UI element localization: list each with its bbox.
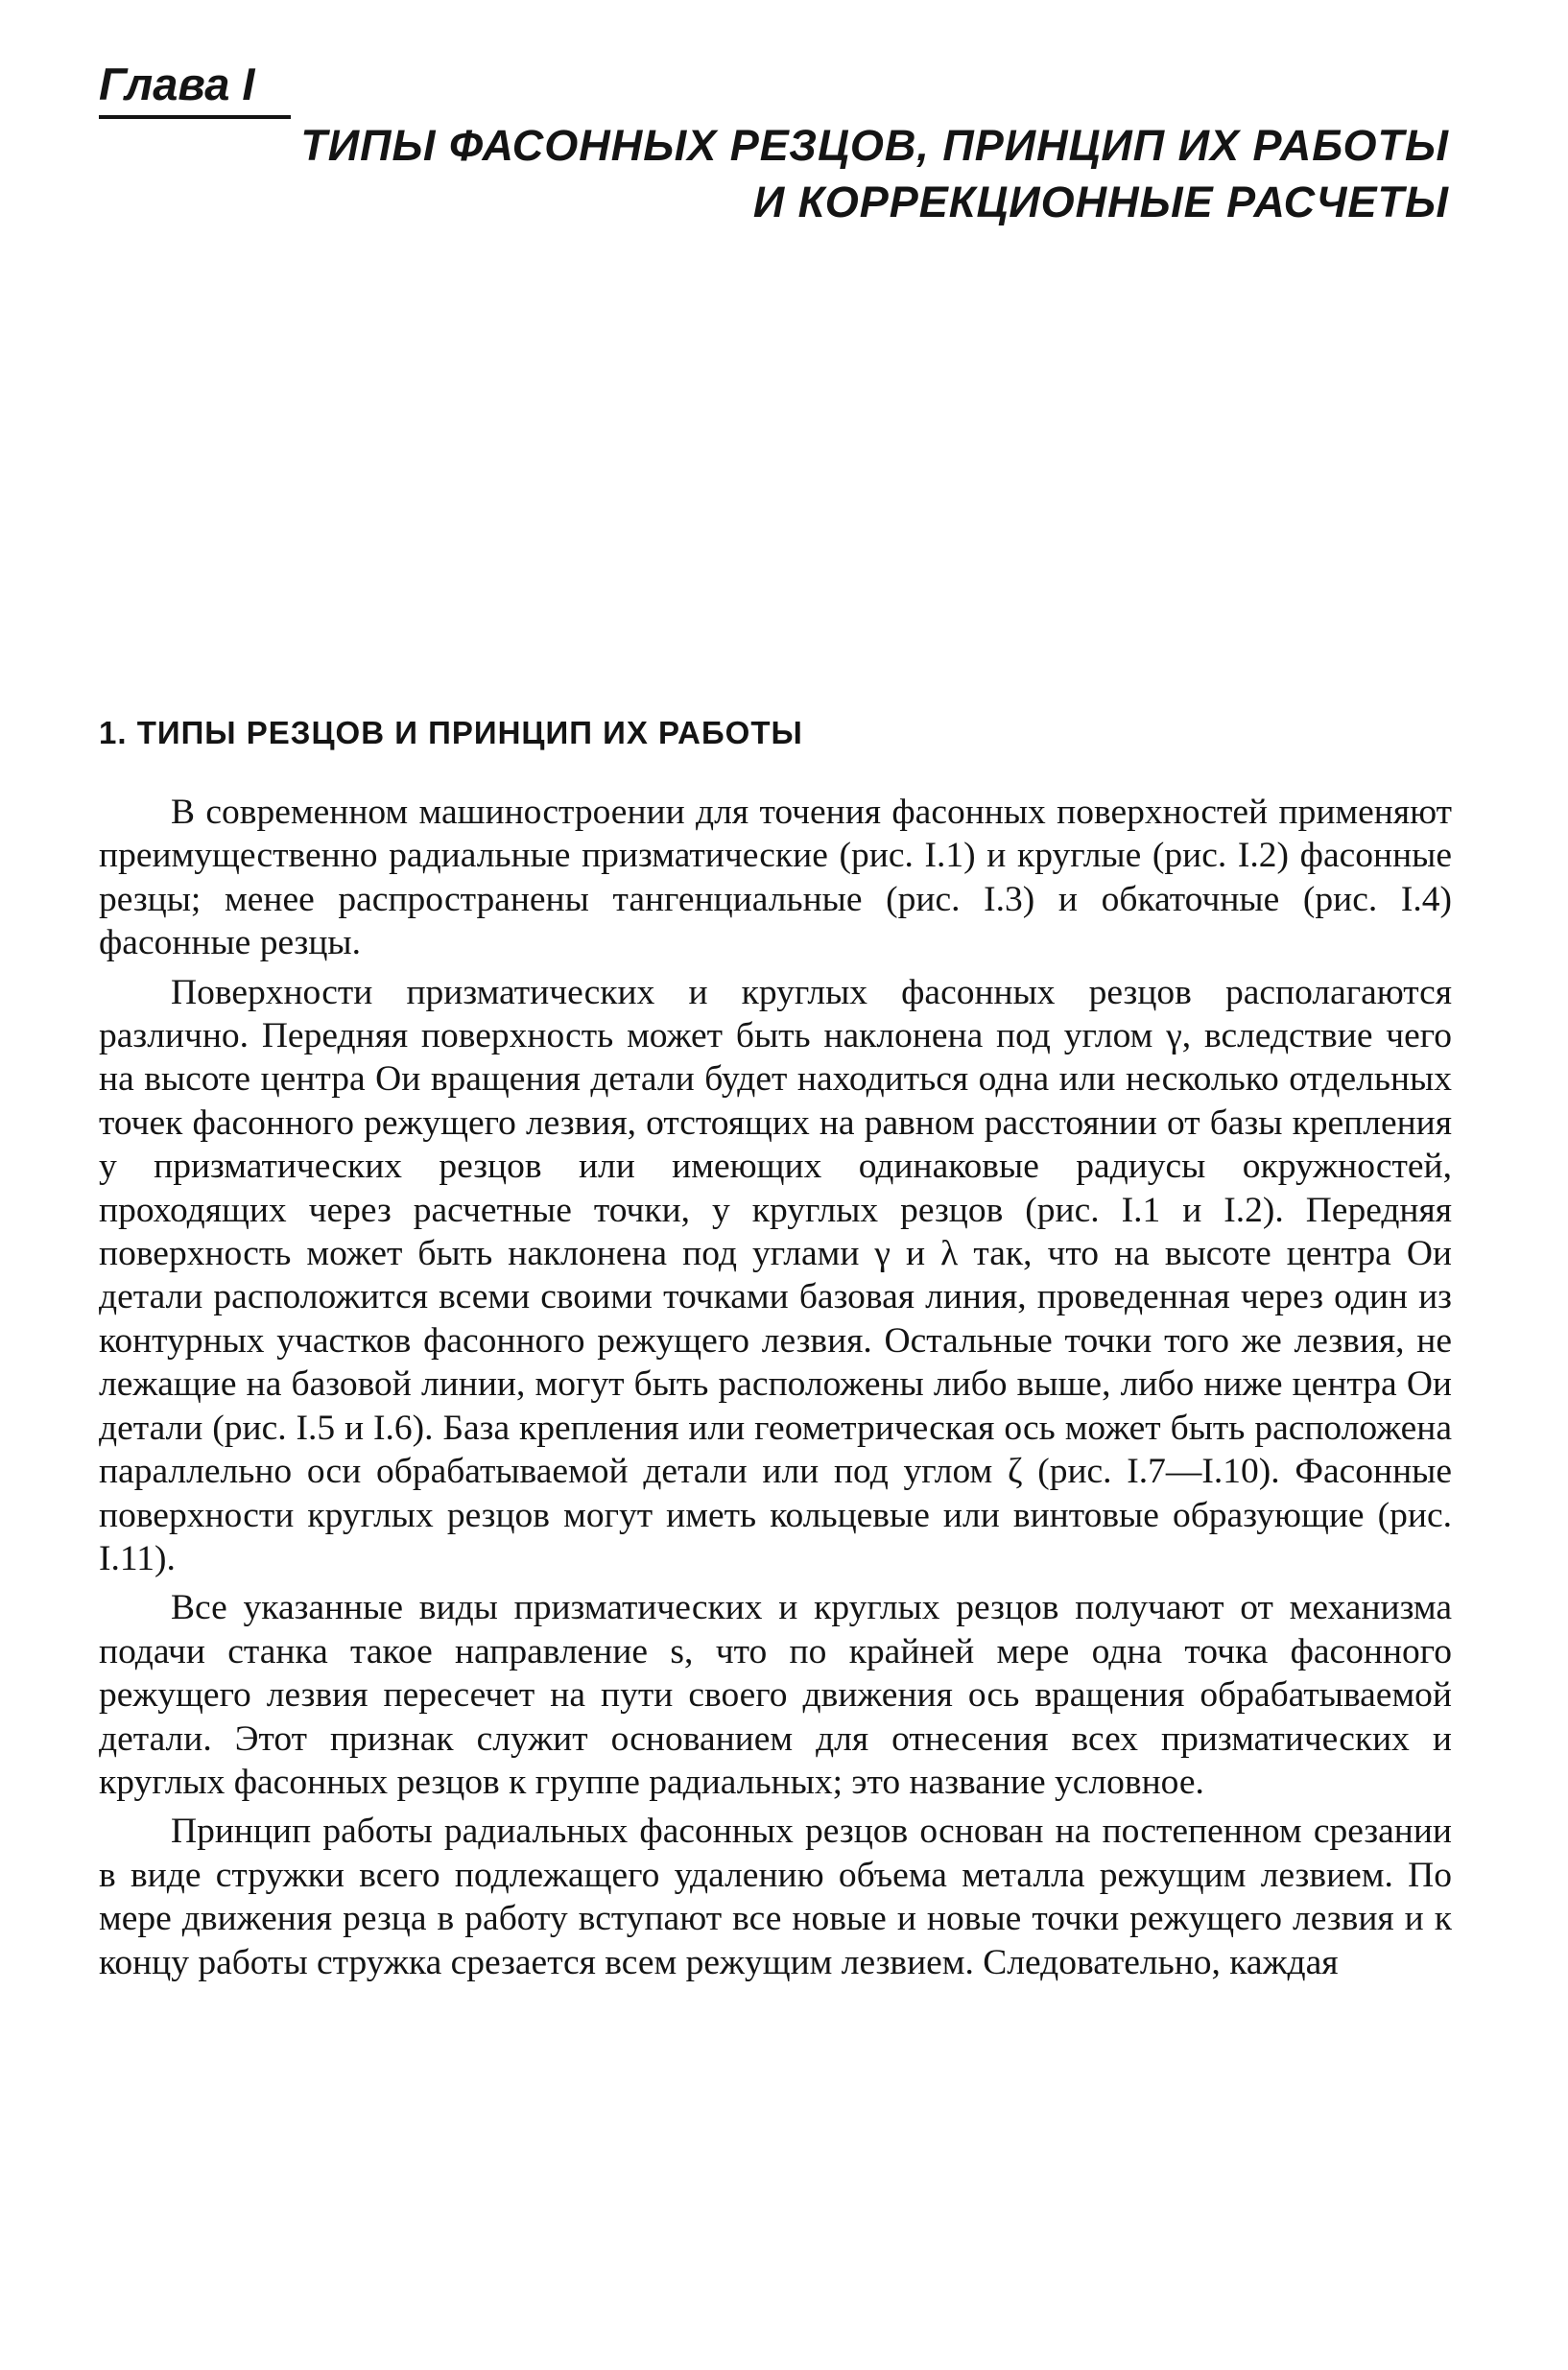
chapter-label: Глава I <box>99 58 291 119</box>
paragraph: Все указанные виды призматических и круглых резцов получают от механизма подачи станка такое направление s, что по крайней мере одна точка фасонного режущего лезвия пересечет на пути своего движения ось вращения обрабатываемой детали. Этот признак служит основанием для отнесения всех призматических и круглых фасонных резцов к группе радиальных; это название условное. <box>99 1588 1452 1802</box>
paragraph: Принцип работы радиальных фасонных резцов основан на постепенном срезании в виде стружки всего подлежащего удалению объема металла режущим лезвием. По мере движения резца в работу вступают все новые и новые точки режущего лезвия и к концу работы стружка срезается всем режущим лезвием. Следовательно, каждая <box>99 1812 1452 1982</box>
paragraph: В современном машиностроении для точения фасонных поверхностей применяют преимущественно радиальные призматические (рис. I.1) и круглые (рис. I.2) фасонные резцы; менее распространены тангенциальные (рис. I.3) и обкаточные (рис. I.4) фасонные резцы. <box>99 793 1452 963</box>
paragraph: Поверхности призматических и круглых фасонных резцов располагаются различно. Передняя поверхность может быть наклонена под углом γ, вследствие чего на высоте центра Oи вращения детали будет находиться одна или несколько отдельных точек фасонного режущего лезвия, отстоящих на равном расстоянии от базы крепления у призматических резцов или имеющих одинаковые радиусы окружностей, проходящих через расчетные точки, у круглых резцов (рис. I.1 и I.2). Передняя поверхность может быть наклонена под углами γ и λ так, что на высоте центра Oи детали расположится всеми своими точками базовая линия, проведенная через один из контурных участков фасонного режущего лезвия. Остальные точки того же лезвия, не лежащие на базовой линии, могут быть расположены либо выше, либо ниже центра Oи детали (рис. I.5 и I.6). База крепления или геометрическая ось может быть расположена параллельно оси обрабатываемой детали или под углом ζ (рис. I.7—I.10). Фасонные поверхности круглых резцов могут иметь кольцевые или винтовые образующие (рис. I.11). <box>99 972 1452 1578</box>
chapter-title <box>134 117 1449 230</box>
section-title: 1. ТИПЫ РЕЗЦОВ И ПРИНЦИП ИХ РАБОТЫ <box>99 715 803 750</box>
body-text <box>99 791 1452 1990</box>
chapter-title-line-2: И КОРРЕКЦИОННЫЕ РАСЧЕТЫ <box>752 178 1449 226</box>
chapter-title-line-1: ТИПЫ ФАСОННЫХ РЕЗЦОВ, ПРИНЦИП ИХ РАБОТЫ <box>300 121 1449 170</box>
